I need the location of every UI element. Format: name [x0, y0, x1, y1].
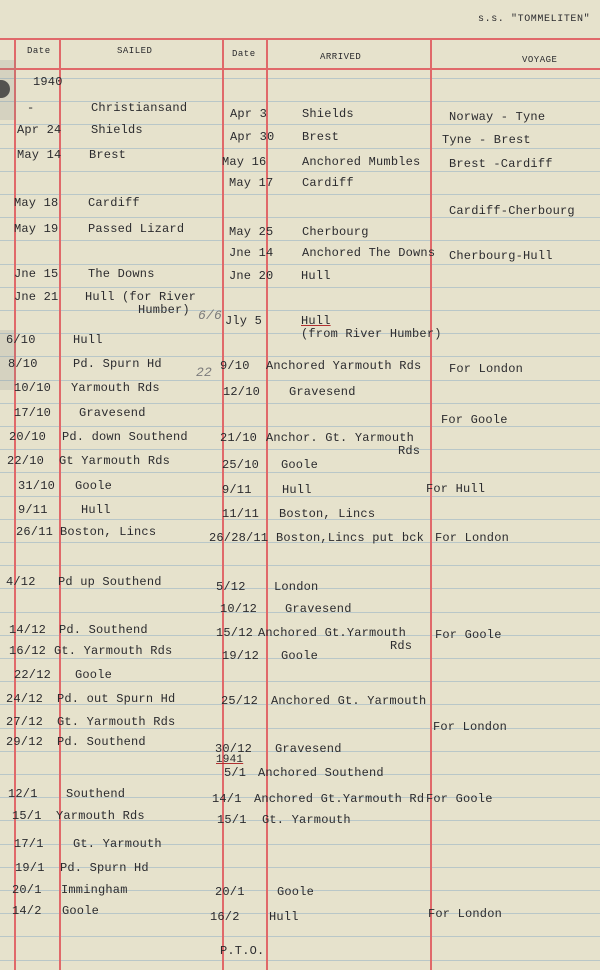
sailed-place: Goole	[75, 668, 113, 682]
voyage-route: Cherbourg-Hull	[449, 249, 553, 263]
ruled-line	[0, 287, 600, 288]
sailed-date: 14/2	[12, 904, 42, 918]
sailed-place: Pd. out Spurn Hd	[57, 692, 176, 706]
sailed-place: Cardiff	[88, 196, 140, 210]
pencil-annotation: 6/6	[198, 308, 223, 323]
sailed-place: Pd. down Southend	[62, 430, 188, 444]
sailed-place: Boston, Lincs	[60, 525, 157, 539]
arrived-date: May 17	[229, 176, 274, 190]
header-date-sailed: Date	[27, 46, 51, 56]
arrived-place: Cardiff	[302, 176, 354, 190]
arrived-date: Apr 30	[230, 130, 275, 144]
ruled-line	[0, 194, 600, 195]
header-bottom-line	[0, 68, 600, 70]
sailed-place: Yarmouth Rds	[56, 809, 145, 823]
arrived-place: Gt. Yarmouth	[262, 813, 351, 827]
sailed-date: 24/12	[6, 692, 44, 706]
arrived-place: Shields	[302, 107, 354, 121]
arrived-place: Anchored Mumbles	[302, 155, 421, 169]
arrived-date: 12/10	[223, 385, 261, 399]
voyage-route: For London	[428, 907, 503, 921]
arrived-date: 20/1	[215, 885, 245, 899]
sailed-place: Hull	[73, 333, 103, 347]
sailed-date: 17/1	[14, 837, 44, 851]
arrived-date: 5/12	[216, 580, 246, 594]
column-line	[430, 38, 432, 970]
header-voyage: VOYAGE	[522, 55, 558, 65]
arrived-place-note: (from River Humber)	[301, 327, 442, 341]
ruled-line	[0, 565, 600, 566]
sailed-date: 29/12	[6, 735, 44, 749]
arrived-date: 9/10	[220, 359, 250, 373]
column-line	[222, 38, 224, 970]
ruled-line	[0, 171, 600, 172]
arrived-date: Jne 14	[229, 246, 274, 260]
ship-title: s.s. "TOMMELITEN"	[478, 14, 591, 25]
arrived-place: Anchored Yarmouth Rds	[266, 359, 422, 373]
sailed-place: Christiansand	[91, 101, 188, 115]
arrived-place: London	[274, 580, 319, 594]
ruled-line	[0, 960, 600, 961]
sailed-place: Shields	[91, 123, 143, 137]
arrived-date: May 25	[229, 225, 274, 239]
sailed-date: 20/10	[9, 430, 47, 444]
voyage-route: Tyne - Brest	[442, 133, 531, 147]
arrived-date: 25/10	[222, 458, 260, 472]
arrived-place: Gravesend	[289, 385, 356, 399]
sailed-date: May 19	[14, 222, 59, 236]
sailed-place: Hull	[81, 503, 111, 517]
arrived-date: 16/2	[210, 910, 240, 924]
sailed-date: 31/10	[18, 479, 56, 493]
sailed-place: Immingham	[61, 883, 128, 897]
arrived-date: 25/12	[221, 694, 259, 708]
arrived-place: Goole	[281, 458, 319, 472]
arrived-place: Anchored Gt.Yarmouth	[258, 626, 407, 640]
sailed-date: 6/10	[6, 333, 36, 347]
sailed-date: 10/10	[14, 381, 52, 395]
sailed-date: 9/11	[18, 503, 48, 517]
arrived-place-note: Rds	[390, 639, 413, 653]
arrived-date: 9/11	[222, 483, 252, 497]
ruled-line	[0, 310, 600, 311]
sailed-date: 27/12	[6, 715, 44, 729]
voyage-route: Cardiff-Cherbourg	[449, 204, 575, 218]
arrived-date: 15/12	[216, 626, 254, 640]
ruled-line	[0, 240, 600, 241]
sailed-date: -	[27, 101, 35, 115]
header-date-arrived: Date	[232, 49, 256, 59]
sailed-date: 19/1	[15, 861, 45, 875]
sailed-place: Passed Lizard	[88, 222, 185, 236]
sailed-date: Jne 15	[14, 267, 59, 281]
voyage-route: For Goole	[426, 792, 493, 806]
voyage-route: For Goole	[435, 628, 502, 642]
header-sailed: SAILED	[117, 46, 153, 56]
year-label-1941: 1941	[216, 754, 244, 766]
arrived-place: Brest	[302, 130, 340, 144]
arrived-place-note: Rds	[398, 444, 421, 458]
arrived-date: May 16	[222, 155, 267, 169]
sailed-date: 17/10	[14, 406, 52, 420]
ruled-line	[0, 403, 600, 404]
arrived-place: Hull	[282, 483, 312, 497]
voyage-route: Norway - Tyne	[449, 110, 546, 124]
ruled-line	[0, 101, 600, 102]
sailed-place: Southend	[66, 787, 126, 801]
footer-pto: P.T.O.	[220, 944, 265, 958]
ruled-line	[0, 472, 600, 473]
sailed-date: 15/1	[12, 809, 42, 823]
arrived-place: Goole	[281, 649, 319, 663]
arrived-place: Boston,Lincs put bck	[276, 531, 425, 545]
sailed-place: Pd. Spurn Hd	[60, 861, 149, 875]
sailed-place-note: Humber)	[138, 303, 190, 317]
sailed-place: Gt. Yarmouth	[73, 837, 162, 851]
sailed-date: 12/1	[8, 787, 38, 801]
arrived-place: Goole	[277, 885, 315, 899]
arrived-date: Apr 3	[230, 107, 268, 121]
sailed-date: 22/12	[14, 668, 52, 682]
sailed-place: Pd. Southend	[57, 735, 146, 749]
ruled-line	[0, 124, 600, 125]
sailed-place: Goole	[62, 904, 100, 918]
voyage-route: For London	[435, 531, 510, 545]
voyage-route: For London	[449, 362, 524, 376]
arrived-place: Anchored Gt. Yarmouth	[271, 694, 427, 708]
arrived-place: Hull	[301, 269, 331, 283]
ruled-line	[0, 449, 600, 450]
sailed-place: Pd. Southend	[59, 623, 148, 637]
ruled-line	[0, 78, 600, 79]
arrived-place: Anchored The Downs	[302, 246, 436, 260]
arrived-date: 10/12	[220, 602, 258, 616]
arrived-date: 14/1	[212, 792, 242, 806]
sailed-place: Hull (for River	[85, 290, 197, 304]
voyage-route: For Hull	[426, 482, 486, 496]
arrived-date: 19/12	[222, 649, 260, 663]
column-line	[14, 38, 16, 970]
arrived-place: Boston, Lincs	[279, 507, 376, 521]
sailed-place: The Downs	[88, 267, 155, 281]
arrived-place: Hull	[301, 314, 331, 328]
sailed-date: 4/12	[6, 575, 36, 589]
arrived-place: Anchor. Gt. Yarmouth	[266, 431, 415, 445]
sailed-date: Jne 21	[14, 290, 59, 304]
arrived-place: Hull	[269, 910, 299, 924]
edge-smudge	[0, 60, 16, 120]
arrived-date: 26/28/11	[209, 531, 269, 545]
sailed-date: 8/10	[8, 357, 38, 371]
sailed-place: Goole	[75, 479, 113, 493]
arrived-date: 11/11	[222, 507, 260, 521]
voyage-route: For Goole	[441, 413, 508, 427]
sailed-date: 14/12	[9, 623, 47, 637]
arrived-date: 15/1	[217, 813, 247, 827]
sailed-place: Pd up Southend	[58, 575, 162, 589]
header-top-line	[0, 38, 600, 40]
ruled-line	[0, 936, 600, 937]
sailed-date: May 14	[17, 148, 62, 162]
sailed-place: Pd. Spurn Hd	[73, 357, 162, 371]
arrived-date: Jne 20	[229, 269, 274, 283]
arrived-place: Gravesend	[285, 602, 352, 616]
year-label-1940: 1940	[33, 75, 63, 89]
sailed-date: 20/1	[12, 883, 42, 897]
sailed-date: 26/11	[16, 525, 54, 539]
arrived-place: Cherbourg	[302, 225, 369, 239]
sailed-place: Gt. Yarmouth Rds	[57, 715, 176, 729]
arrived-place: Anchored Gt.Yarmouth Rd	[254, 792, 425, 806]
arrived-place: Gravesend	[275, 742, 342, 756]
voyage-route: Brest -Cardiff	[449, 157, 553, 171]
ruled-line	[0, 426, 600, 427]
pencil-annotation: 22	[196, 365, 213, 380]
sailed-place: Gravesend	[79, 406, 146, 420]
header-arrived: ARRIVED	[320, 52, 362, 62]
sailed-date: May 18	[14, 196, 59, 210]
sailed-place: Gt Yarmouth Rds	[59, 454, 171, 468]
arrived-date: 5/1	[224, 766, 247, 780]
sailed-date: 22/10	[7, 454, 45, 468]
arrived-date: 21/10	[220, 431, 258, 445]
voyage-route: For London	[433, 720, 508, 734]
sailed-place: Brest	[89, 148, 127, 162]
arrived-date: 30/12	[215, 742, 253, 756]
arrived-date: Jly 5	[225, 314, 263, 328]
sailed-place: Gt. Yarmouth Rds	[54, 644, 173, 658]
arrived-place: Anchored Southend	[258, 766, 384, 780]
sailed-place: Yarmouth Rds	[71, 381, 160, 395]
sailed-date: 16/12	[9, 644, 47, 658]
sailed-date: Apr 24	[17, 123, 62, 137]
column-line	[59, 38, 61, 970]
ruled-line	[0, 264, 600, 265]
